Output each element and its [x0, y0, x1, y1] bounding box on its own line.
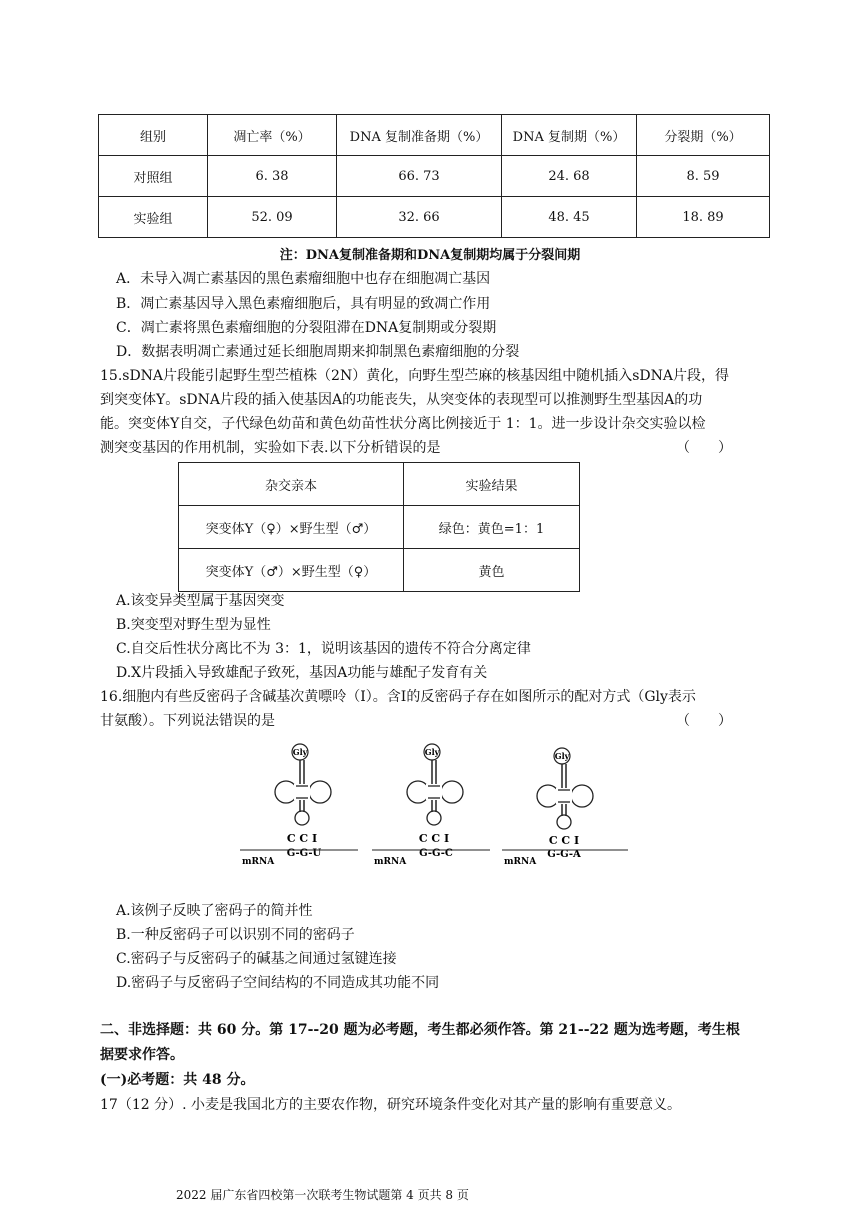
q16-stem-line: 16.细胞内有些反密码子含碱基次黄嘌呤（I）。含I的反密码子存在如图所示的配对方式（Gly表示 — [100, 689, 696, 705]
codon-label: G-G-U — [286, 848, 322, 859]
table-cell: 18. 89 — [637, 197, 770, 238]
table-row — [99, 156, 770, 197]
mrna-label: mRNA — [504, 857, 537, 867]
q16-option-d: D.密码子与反密码子空间结构的不同造成其功能不同 — [116, 975, 440, 991]
q14-option-b: B．凋亡素基因导入黑色素瘤细胞后，具有明显的致凋亡作用 — [116, 296, 491, 312]
amino-acid-label: Gly — [292, 747, 308, 757]
codon-label: G-G-A — [547, 849, 581, 860]
table-cell: 黄色 — [404, 549, 580, 592]
trna-unit-2 — [372, 744, 490, 867]
trna-unit-3 — [502, 748, 628, 867]
table-header-row — [179, 463, 580, 506]
section-2-heading: 二、非选择题：共 60 分。第 17--20 题为必考题，考生都必须作答。第 21--22 题为选考题，考生根 — [100, 1022, 740, 1038]
table-cell: 48. 45 — [502, 197, 637, 238]
table-cell: 绿色：黄色=1：1 — [404, 506, 580, 549]
cross-experiment-table — [178, 462, 580, 592]
q16-option-c: C.密码子与反密码子的碱基之间通过氢键连接 — [116, 951, 397, 967]
table-cell: 66. 73 — [337, 156, 502, 197]
table-header-cell: DNA 复制准备期（%） — [337, 115, 502, 156]
q16-stem-line: 甘氨酸）。下列说法错误的是 — [100, 713, 275, 729]
table-cell: 52. 09 — [208, 197, 337, 238]
table-cell: 对照组 — [99, 156, 208, 197]
table-header-cell: 组别 — [99, 115, 208, 156]
table-cell: 突变体Y（♀）×野生型（♂） — [179, 506, 404, 549]
q15-answer-bracket: （ ） — [676, 440, 732, 456]
q15-stem-line: 测突变基因的作用机制，实验如下表.以下分析错误的是 — [100, 440, 441, 456]
mrna-label: mRNA — [242, 857, 275, 867]
table-cell: 实验组 — [99, 197, 208, 238]
q16-option-a: A.该例子反映了密码子的简并性 — [116, 903, 313, 919]
table-header-cell: 实验结果 — [404, 463, 580, 506]
table-cell: 8. 59 — [637, 156, 770, 197]
table-row — [99, 197, 770, 238]
table-cell: 6. 38 — [208, 156, 337, 197]
trna-pairing-figure — [230, 740, 640, 870]
section-2-subheading: (一)必考题：共 48 分。 — [100, 1072, 255, 1088]
cell-cycle-table — [98, 114, 770, 238]
q16-option-b: B.一种反密码子可以识别不同的密码子 — [116, 927, 355, 943]
table-header-cell: 凋亡率（%） — [208, 115, 337, 156]
mrna-label: mRNA — [374, 857, 407, 867]
q15-stem-line: 能。突变体Y自交，子代绿色幼苗和黄色幼苗性状分离比例接近于 1：1。进一步设计杂交实验以检 — [100, 416, 706, 432]
table-header-cell: 杂交亲本 — [179, 463, 404, 506]
table-row — [179, 506, 580, 549]
table-header-cell: 分裂期（%） — [637, 115, 770, 156]
q15-option-c: C.自交后性状分离比不为 3：1，说明该基因的遗传不符合分离定律 — [116, 641, 531, 657]
table-cell: 32. 66 — [337, 197, 502, 238]
table-cell: 突变体Y（♂）×野生型（♀） — [179, 549, 404, 592]
table-cell: 24. 68 — [502, 156, 637, 197]
page-footer: 2022 届广东省四校第一次联考生物试题第 4 页共 8 页 — [176, 1188, 469, 1202]
anticodon-label: C C I — [286, 832, 318, 845]
amino-acid-label: Gly — [554, 751, 570, 761]
amino-acid-label: Gly — [424, 747, 440, 757]
table-header-row — [99, 115, 770, 156]
table-header-cell: DNA 复制期（%） — [502, 115, 637, 156]
q15-stem-line: 到突变体Y。sDNA片段的插入使基因A的功能丧失，从突变体的表现型可以推测野生型基因A的功 — [100, 392, 703, 408]
q15-option-b: B.突变型对野生型为显性 — [116, 617, 271, 633]
anticodon-label: C C I — [418, 832, 450, 845]
table-note: 注：DNA复制准备期和DNA复制期均属于分裂间期 — [279, 248, 581, 263]
q15-stem-line: 15.sDNA片段能引起野生型苎植株（2N）黄化，向野生型苎麻的核基因组中随机插入sDNA片段，得 — [100, 368, 729, 384]
q17-stem: 17（12 分）. 小麦是我国北方的主要农作物，研究环境条件变化对其产量的影响有重要意义。 — [100, 1097, 681, 1113]
q15-option-d: D.X片段插入导致雄配子致死，基因A功能与雄配子发育有关 — [116, 665, 488, 681]
q14-option-c: C．凋亡素将黑色素瘤细胞的分裂阻滞在DNA复制期或分裂期 — [116, 320, 497, 336]
table-row — [179, 549, 580, 592]
q16-answer-bracket: （ ） — [676, 713, 732, 729]
q14-option-d: D．数据表明凋亡素通过延长细胞周期来抑制黑色素瘤细胞的分裂 — [116, 344, 520, 360]
anticodon-label: C C I — [548, 834, 580, 847]
section-2-heading-cont: 据要求作答。 — [100, 1047, 184, 1063]
trna-unit-1 — [240, 744, 358, 867]
q15-option-a: A.该变异类型属于基因突变 — [116, 593, 285, 609]
q14-option-a: A．未导入凋亡素基因的黑色素瘤细胞中也存在细胞凋亡基因 — [116, 271, 491, 287]
codon-label: G-G-C — [419, 848, 453, 859]
